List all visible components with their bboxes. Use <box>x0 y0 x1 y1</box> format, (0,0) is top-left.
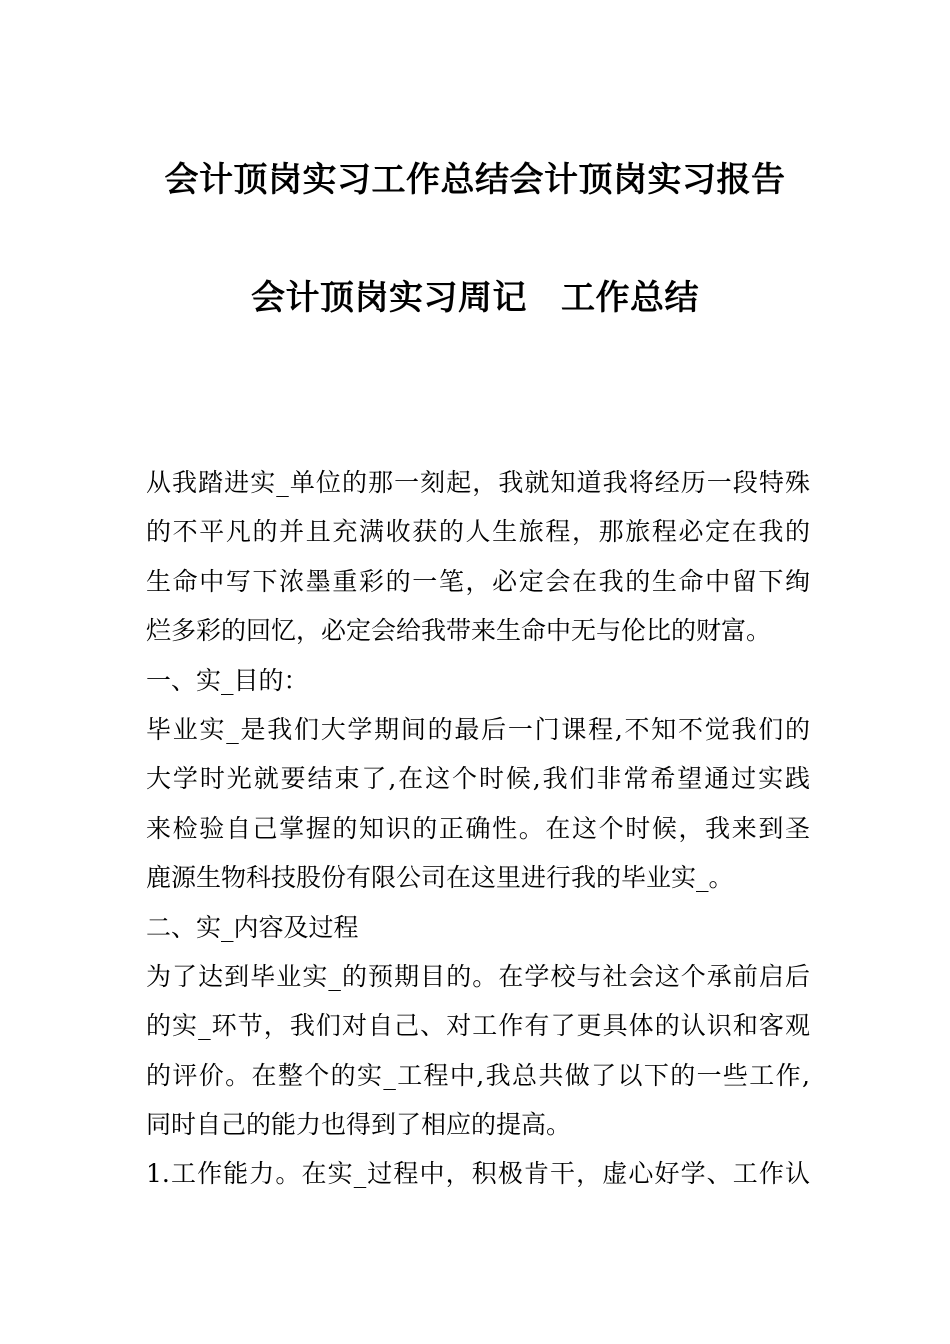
body-line: 烂多彩的回忆，必定会给我带来生命中无与伦比的财富。 <box>146 616 772 646</box>
body-line: 毕业实_是我们大学期间的最后一门课程,不知不觉我们的 <box>146 714 810 744</box>
document-title: 会计顶岗实习工作总结会计顶岗实习报告 <box>164 160 786 200</box>
body-line: 1.工作能力。在实_过程中，积极肯干，虚心好学、工作认 <box>146 1159 810 1189</box>
subtitle-part-weekly: 会计顶岗实习周记 <box>251 278 527 318</box>
document-body <box>146 458 810 1199</box>
body-line: 鹿源生物科技股份有限公司在这里进行我的毕业实_。 <box>146 863 734 893</box>
body-line: 一、实_目的： <box>146 665 309 695</box>
body-line: 的评价。在整个的实_工程中,我总共做了以下的一些工作, <box>146 1060 810 1090</box>
body-line: 同时自己的能力也得到了相应的提高。 <box>146 1110 572 1140</box>
body-line: 的不平凡的并且充满收获的人生旅程，那旅程必定在我的 <box>146 517 810 547</box>
body-line: 为了达到毕业实_的预期目的。在学校与社会这个承前启后 <box>146 961 810 991</box>
body-line: 的实_环节，我们对自己、对工作有了更具体的认识和客观 <box>146 1011 810 1041</box>
subtitle-part-summary: 工作总结 <box>561 278 699 318</box>
body-line: 生命中写下浓墨重彩的一笔，必定会在我的生命中留下绚 <box>146 566 810 596</box>
body-line: 二、实_内容及过程 <box>146 912 359 942</box>
body-line: 大学时光就要结束了,在这个时候,我们非常希望通过实践 <box>146 764 810 794</box>
document-subtitle <box>0 276 950 320</box>
body-line: 来检验自己掌握的知识的正确性。在这个时候，我来到圣 <box>146 813 810 843</box>
body-line: 从我踏进实_单位的那一刻起，我就知道我将经历一段特殊 <box>146 468 810 497</box>
